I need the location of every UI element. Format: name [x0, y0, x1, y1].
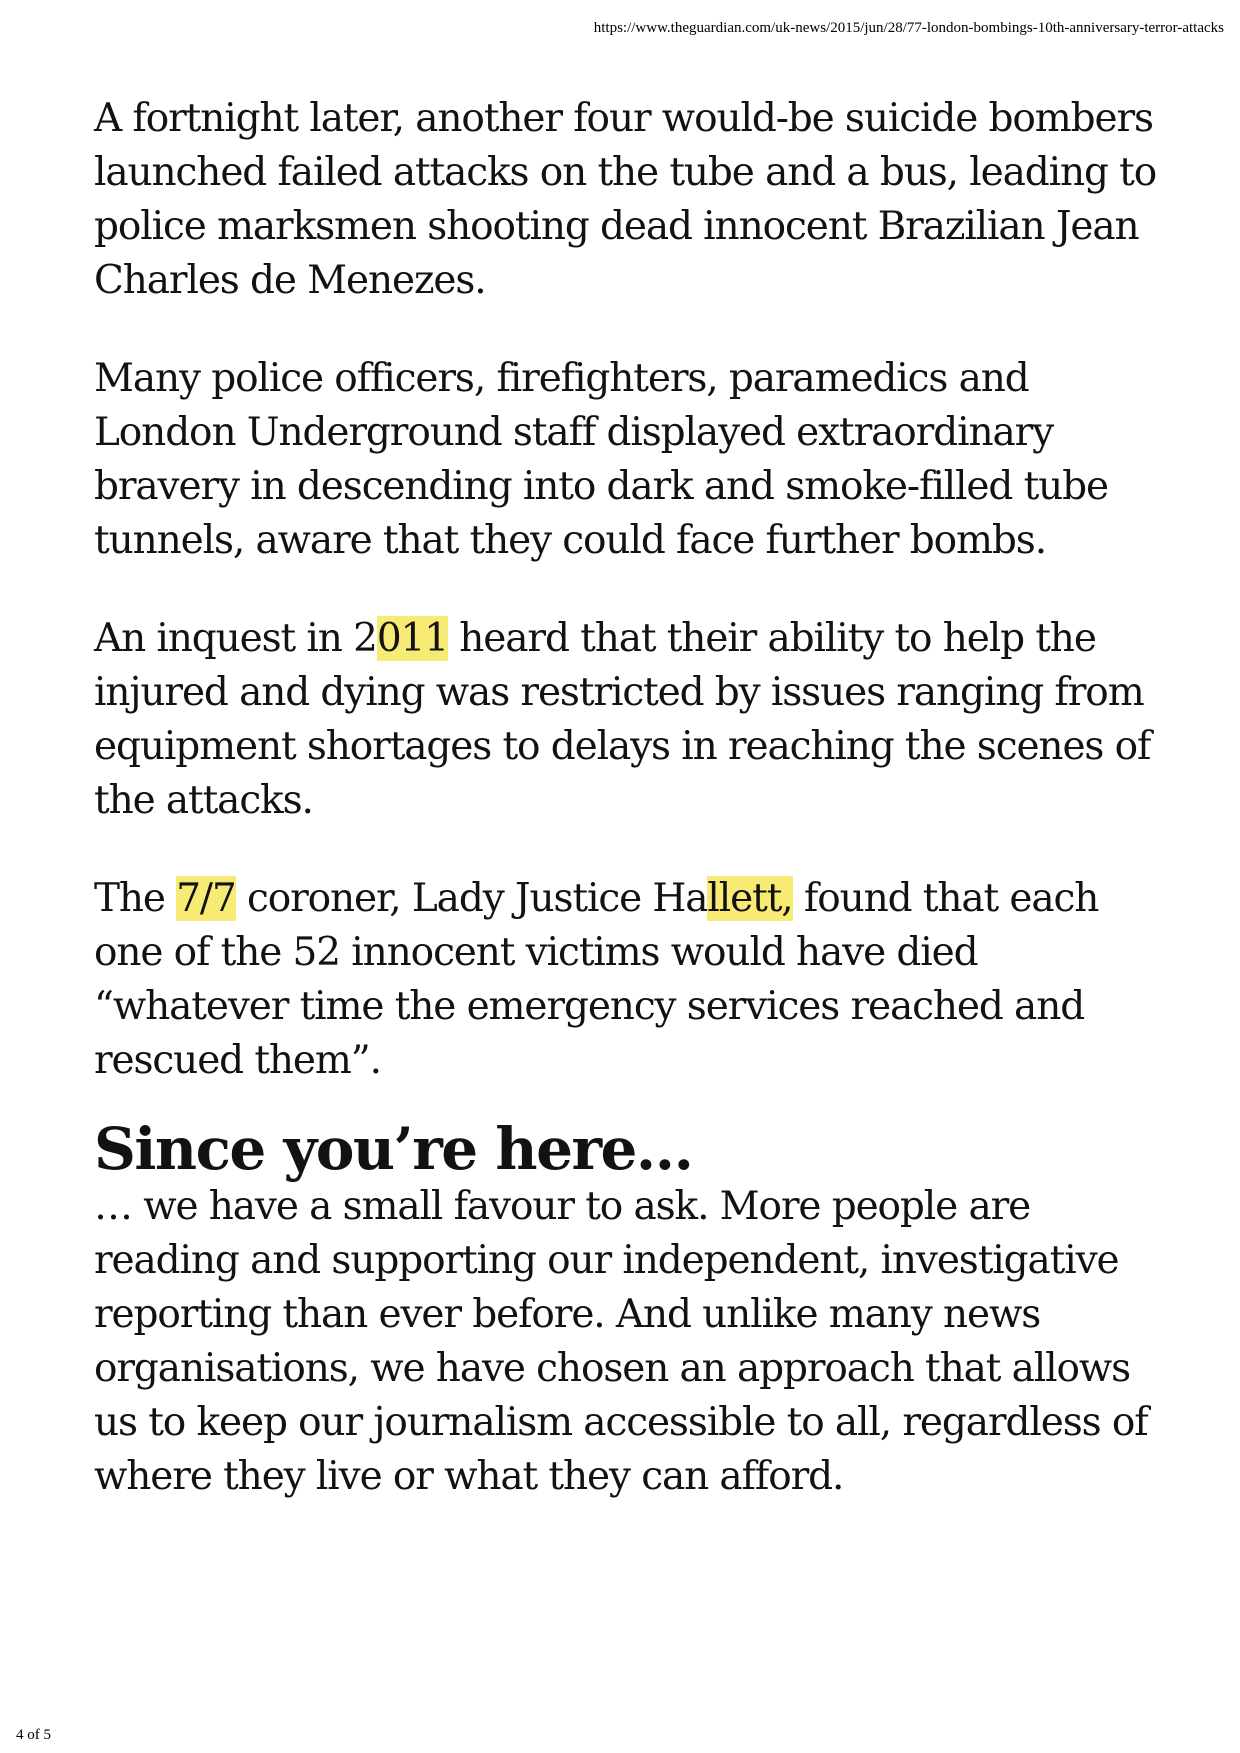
paragraph-text: The	[94, 876, 177, 921]
paragraph-text: heard that their ability to help the injured and dying was restricted by issues ranging from equipment shortages to delays in reaching the scenes of the attacks.	[94, 616, 1151, 823]
support-heading: Since you’re here…	[94, 1115, 693, 1183]
support-appeal-text: … we have a small favour to ask. More people are reading and supporting our independent, investigative reporting than ever before. And unlike many news organisations, we have chosen an approach that allows us to keep our journalism accessible to all, regardless of where they live or what they can afford.	[94, 1184, 1148, 1499]
highlighted-text: llett,	[707, 876, 793, 921]
article-paragraph: A fortnight later, another four would-be suicide bombers launched failed attacks on the tube and a bus, leading to police marksmen shooting dead innocent Brazilian Jean Charles de Menezes.	[94, 96, 1157, 303]
page-number: 4 of 5	[16, 1727, 51, 1743]
highlighted-text: 011	[376, 616, 448, 661]
paragraph-text: found that each one of the 52 innocent victims would have died “whatever time the emergency services reached and rescued them”.	[94, 876, 1099, 1083]
paragraph-text: coroner, Lady Justice Ha	[235, 876, 708, 921]
paragraph-text: An inquest in 2	[94, 616, 377, 661]
highlighted-text: 7/7	[176, 876, 236, 921]
article-paragraph	[94, 872, 1174, 1088]
article-paragraph: Many police officers, firefighters, paramedics and London Underground staff displayed extraordinary bravery in descending into dark and smoke-filled tube tunnels, aware that they could face further bombs.	[94, 356, 1109, 563]
article-body	[94, 92, 1174, 1548]
article-paragraph	[94, 612, 1174, 828]
page-url: https://www.theguardian.com/uk-news/2015/jun/28/77-london-bombings-10th-anniversary-terror-attacks	[593, 20, 1224, 36]
